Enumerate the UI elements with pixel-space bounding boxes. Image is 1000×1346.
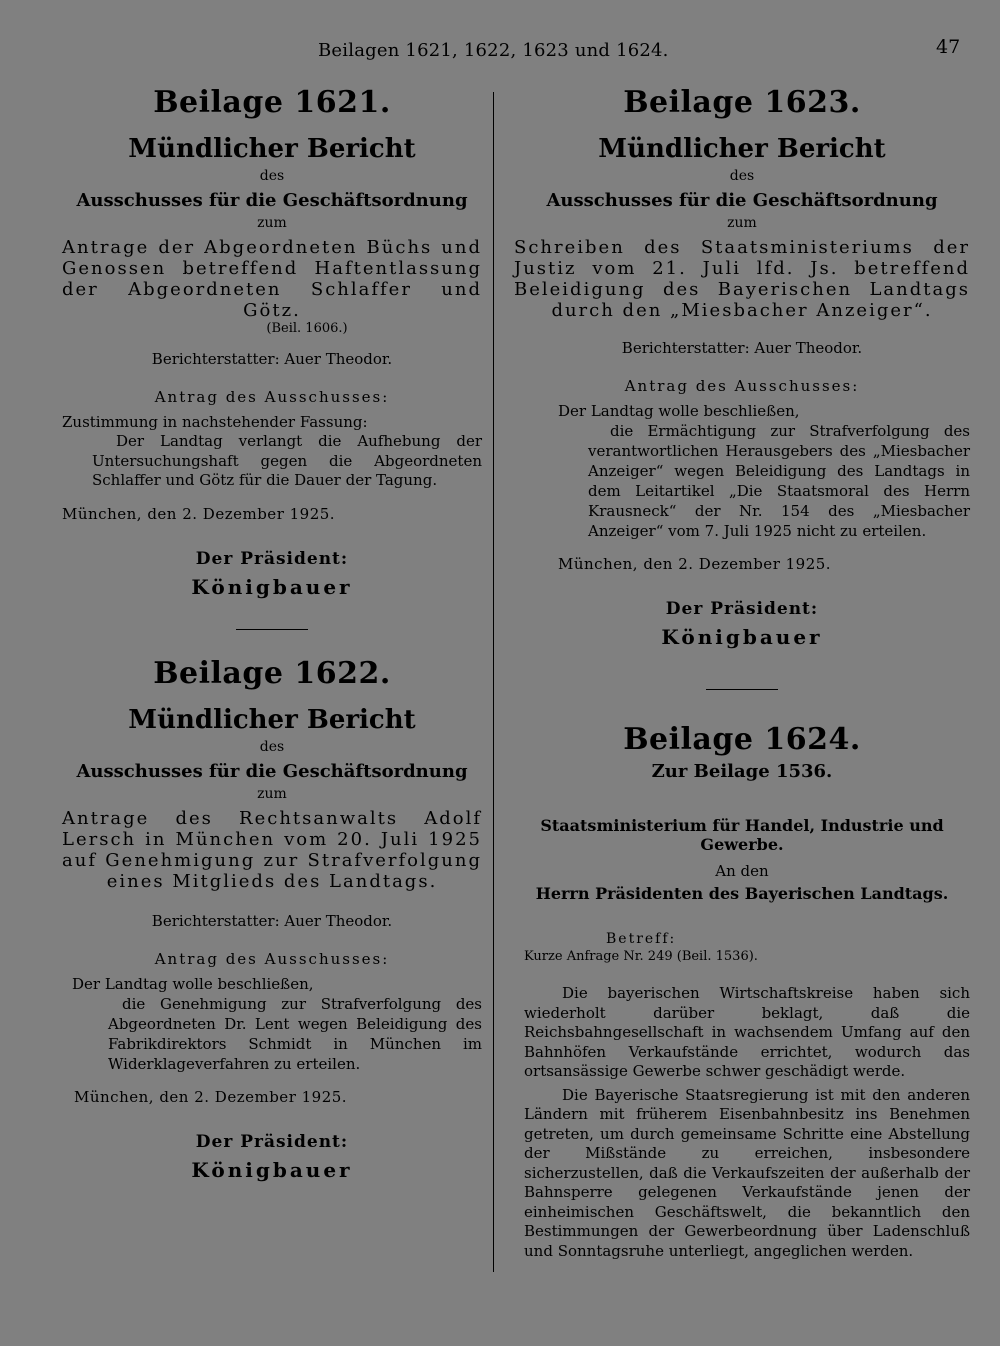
beilage-1624 [514, 722, 970, 1261]
beilage-1621-antrag-head: Antrag des Ausschusses: [154, 388, 390, 406]
beilage-1623-president-label: Der Präsident: [665, 599, 819, 619]
beilage-1623-des: des [729, 168, 755, 184]
beilage-1622-intro: Der Landtag wolle beschließen, [72, 974, 314, 993]
beilage-1621-title: Beilage 1621. [153, 85, 391, 120]
beilage-1623-antrag-head: Antrag des Ausschusses: [624, 377, 860, 395]
beilage-1624-para2: Die Bayerische Staatsregierung ist mit den anderen Ländern mit früherem Eisenbahnbesitz ins Benehmen getreten, um durch gemeinsame Schritte eine Abstellung der Mißstände zu erreichen, insbesondere sicherzustellen, daß die Verkaufszeiten der außerhalb der Bahnsperre gelegenen Verkaufstände jenen der einheimischen Geschäftswelt, die bekanntlich den Bestimmungen der Gewerbeordnung über Ladenschluß und Sonntagsruhe unterliegt, angeglichen werden. [524, 1085, 970, 1260]
beilage-1623-president-name: Königbauer [661, 625, 823, 649]
right-column [514, 85, 970, 1261]
beilage-1622-antrag-head: Antrag des Ausschusses: [154, 949, 390, 968]
page-number: 47 [936, 36, 961, 58]
running-head [0, 36, 1000, 68]
beilage-1623-committee: Ausschusses für die Geschäftsordnung [546, 190, 938, 211]
beilage-1621-doc-type: Mündlicher Bericht [128, 134, 416, 164]
beilage-1623-subject: Schreiben des Staatsministeriums der Justiz vom 21. Juli lfd. Js. betreffend Beleidigung des Bayerischen Landtags durch den „Miesbacher Anzeiger“. [514, 237, 970, 321]
beilage-1621-text-content: Der Landtag verlangt die Aufhebung der Untersuchungshaft gegen die Abgeordneten Schlaffer und Götz für die Dauer der Tagung. [92, 432, 482, 489]
beilage-1624-betreff-label: Betreff: [606, 931, 677, 947]
beilage-1622-zum: zum [257, 785, 287, 802]
beilage-1623-doc-type: Mündlicher Bericht [598, 134, 886, 164]
beilage-1623-title: Beilage 1623. [623, 85, 861, 120]
beilage-1624-title: Beilage 1624. [623, 722, 861, 757]
beilage-1622 [62, 656, 482, 1182]
beilage-1624-recipient: Herrn Präsidenten des Bayerischen Landtags. [535, 884, 949, 903]
beilage-1623-text [588, 421, 970, 541]
beilage-1622-president-name: Königbauer [191, 1157, 353, 1182]
beilage-1623-date: München, den 2. Dezember 1925. [558, 555, 832, 573]
beilage-1621-president-name: Königbauer [191, 574, 353, 599]
beilage-1621-text [92, 432, 482, 491]
beilage-1624-betreff-text: Kurze Anfrage Nr. 249 (Beil. 1536). [524, 949, 758, 964]
beilage-1622-doc-type: Mündlicher Bericht [128, 704, 416, 735]
beilage-1621-president-label: Der Präsident: [195, 548, 349, 569]
beilage-1622-des: des [259, 738, 285, 755]
section-separator [706, 689, 778, 690]
section-separator [236, 629, 308, 630]
beilage-1622-committee: Ausschusses für die Geschäftsordnung [76, 760, 468, 782]
beilage-1624-subtitle: Zur Beilage 1536. [651, 761, 833, 782]
beilage-1621-committee: Ausschusses für die Geschäftsordnung [76, 190, 468, 211]
beilage-1623-intro: Der Landtag wolle beschließen, [558, 402, 800, 420]
beilage-1622-president-label: Der Präsident: [195, 1131, 349, 1152]
beilage-1622-text-content: die Genehmigung zur Strafverfolgung des Abgeordneten Dr. Lent wegen Beleidigung des Fabrikdirektors Schmidt in München im Widerklageverfahren zu erteilen. [108, 994, 482, 1073]
beilage-1622-reporter: Berichterstatter: Auer Theodor. [151, 911, 393, 930]
beilage-1623 [514, 85, 970, 649]
beilage-1624-para1: Die bayerischen Wirtschaftskreise haben sich wiederholt darüber beklagt, daß die Reichsbahngesellschaft in wachsendem Umfang auf den Bahnhöfen Verkaufstände errichtet, wodurch das ortsansässige Gewerbe schwer geschädigt werde. [524, 984, 970, 1080]
beilage-1621-ref: (Beil. 1606.) [266, 321, 348, 336]
beilage-1623-reporter: Berichterstatter: Auer Theodor. [621, 339, 863, 357]
beilage-1621-des: des [259, 168, 285, 184]
beilage-1622-title: Beilage 1622. [153, 655, 391, 691]
beilage-1621 [62, 85, 482, 599]
beilage-1624-an-den: An den [715, 862, 769, 880]
beilage-1622-subject: Antrage des Rechtsanwalts Adolf Lersch in München vom 20. Juli 1925 auf Genehmigung zur Strafverfolgung eines Mitglieds des Landtags. [62, 807, 482, 892]
left-column [62, 85, 482, 1182]
beilage-1621-zum: zum [257, 215, 287, 231]
beilage-1621-date: München, den 2. Dezember 1925. [62, 504, 336, 523]
beilage-1623-zum: zum [727, 215, 757, 231]
beilage-1621-intro: Zustimmung in nachstehender Fassung: [62, 413, 368, 431]
beilage-1621-subject: Antrage der Abgeordneten Büchs und Genossen betreffend Haftentlassung der Abgeordneten Schlaffer und Götz. [62, 237, 482, 321]
beilage-1622-text [108, 994, 482, 1074]
beilage-1623-text-content: die Ermächtigung zur Strafverfolgung des verantwortlichen Herausgebers des „Miesbacher Anzeiger“ wegen Beleidigung des Landtags in dem Leitartikel „Die Staatsmoral des Herrn Krausneck“ der Nr. 154 des „Miesbacher Anzeiger“ vom 7. Juli 1925 nicht zu erteilen. [588, 422, 970, 540]
running-title: Beilagen 1621, 1622, 1623 und 1624. [318, 40, 669, 61]
beilage-1622-date: München, den 2. Dezember 1925. [74, 1087, 348, 1106]
beilage-1621-reporter: Berichterstatter: Auer Theodor. [151, 350, 393, 368]
column-divider [493, 92, 494, 1272]
beilage-1624-ministry: Staatsministerium für Handel, Industrie und Gewerbe. [540, 816, 944, 854]
